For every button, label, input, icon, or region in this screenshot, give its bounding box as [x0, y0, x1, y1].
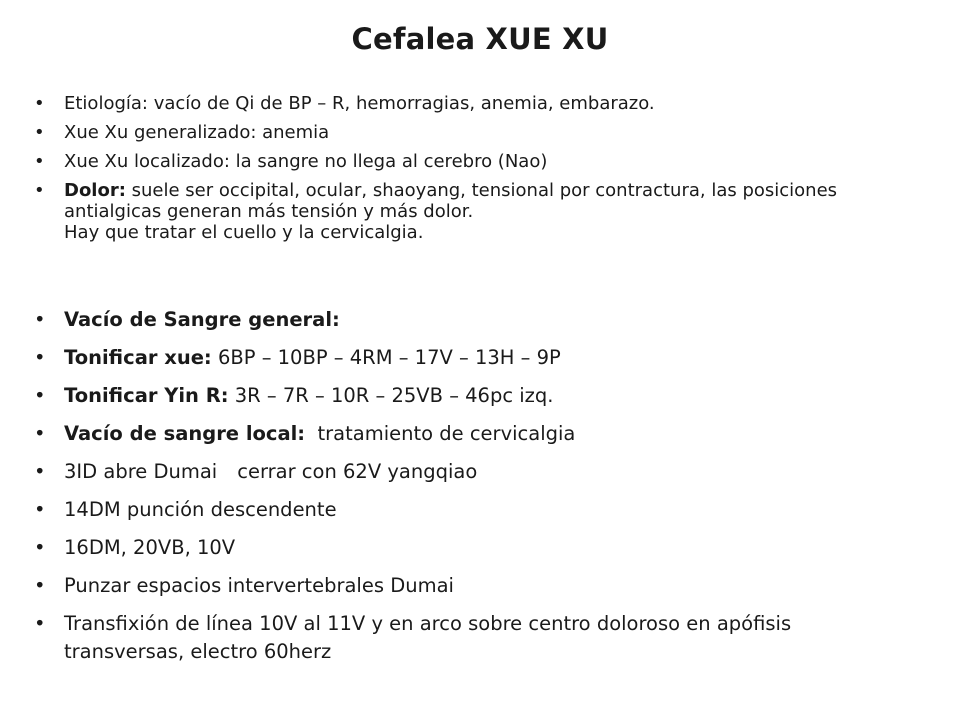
list-item-text: suele ser occipital, ocular, shaoyang, tensional por contractura, las posiciones antialgicas generan más tensión y más dolor.	[64, 180, 838, 222]
bullet-icon: •	[34, 180, 45, 201]
list-item-label: Vacío de sangre local:	[64, 422, 306, 445]
bullet-icon: •	[34, 93, 45, 114]
list-item-transfixion	[34, 610, 914, 666]
list-item-generalizado	[34, 122, 914, 143]
list-item-text-secondary: cerrar con 62V yangqiao	[237, 460, 478, 483]
list-item-vacio-local	[34, 420, 914, 448]
top-bullet-list	[34, 93, 914, 251]
bullet-icon: •	[34, 346, 46, 369]
list-item-text: 3R – 7R – 10R – 25VB – 46pc izq.	[228, 384, 554, 407]
bullet-icon: •	[34, 498, 46, 521]
slide-title: Cefalea XUE XU	[351, 22, 609, 56]
list-item-label: Dolor:	[64, 180, 126, 201]
bullet-icon: •	[34, 384, 46, 407]
list-item-text: 3ID abre Dumai	[64, 460, 218, 483]
bullet-icon: •	[34, 612, 46, 635]
list-item-label: Tonificar xue:	[64, 346, 212, 369]
list-item-tonificar-yin	[34, 382, 914, 410]
bullet-icon: •	[34, 422, 46, 445]
list-item-text: Xue Xu localizado: la sangre no llega al cerebro (Nao)	[64, 151, 548, 172]
list-item-dolor	[34, 180, 914, 243]
list-item-16dm	[34, 534, 914, 562]
list-item-text: Xue Xu generalizado: anemia	[64, 122, 330, 143]
list-item-localizado	[34, 151, 914, 172]
list-item-text: 6BP – 10BP – 4RM – 17V – 13H – 9P	[211, 346, 561, 369]
bullet-icon: •	[34, 536, 46, 559]
list-item-label: Tonificar Yin R:	[64, 384, 229, 407]
list-item-vacio-general	[34, 306, 914, 334]
list-item-text: Transfixión de línea 10V al 11V y en arco sobre centro doloroso en apófisis transversas, electro 60herz	[64, 612, 792, 663]
bullet-icon: •	[34, 460, 46, 483]
list-item-text: 14DM punción descendente	[64, 498, 337, 521]
list-item-14dm	[34, 496, 914, 524]
bullet-icon: •	[34, 308, 46, 331]
list-item-punzar	[34, 572, 914, 600]
list-item-text: Punzar espacios intervertebrales Dumai	[64, 574, 454, 597]
bullet-icon: •	[34, 151, 45, 172]
list-item-3id	[34, 458, 914, 486]
list-item-label: Vacío de Sangre general:	[64, 308, 340, 331]
list-item-text: Etiología: vacío de Qi de BP – R, hemorragias, anemia, embarazo.	[64, 93, 655, 114]
list-item-text: tratamiento de cervicalgia	[305, 422, 576, 445]
list-item-text: 16DM, 20VB, 10V	[64, 536, 236, 559]
list-item-tonificar-xue	[34, 344, 914, 372]
list-item-extra-text: Hay que tratar el cuello y la cervicalgia.	[64, 222, 424, 243]
bottom-bullet-list	[34, 306, 914, 676]
bullet-icon: •	[34, 122, 45, 143]
bullet-icon: •	[34, 574, 46, 597]
list-item-etiologia	[34, 93, 914, 114]
